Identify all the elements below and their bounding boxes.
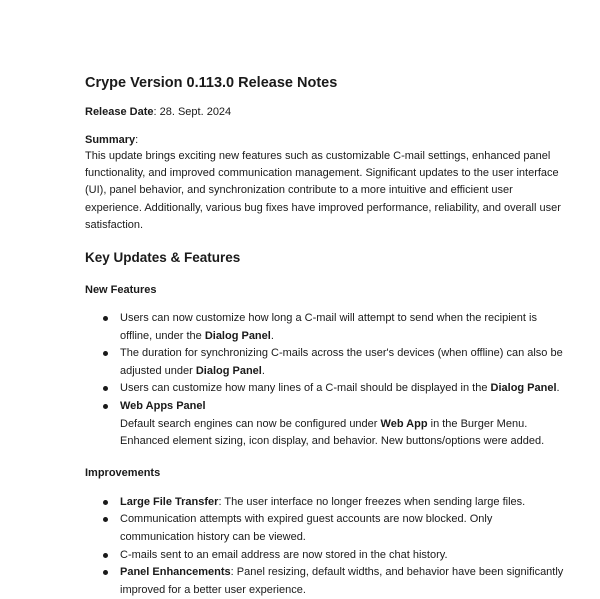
item-bold-text: Panel Enhancements — [120, 566, 231, 579]
improvements-list — [85, 494, 565, 599]
bullet-icon — [103, 500, 108, 505]
item-text: Communication attempts with expired guest accounts are now blocked. Only communication history can be viewed. — [120, 513, 493, 543]
item-text: Users can now customize how long a C-mail will attempt to send when the recipient is offline, under the — [120, 312, 537, 342]
bullet-icon — [103, 316, 108, 321]
item-text: Users can customize how many lines of a C-mail should be displayed in the — [120, 382, 491, 395]
item-bold-text: Dialog Panel — [204, 329, 271, 342]
item-text-end: : Panel resizing, default widths, and behavior have been significantly improved for a better user experience. — [120, 566, 564, 596]
release-notes-document — [85, 74, 565, 599]
list-item — [85, 345, 565, 380]
release-date-label: Release Date — [85, 106, 154, 118]
improvements-heading: Improvements — [85, 466, 161, 479]
new-features-heading: New Features — [85, 284, 157, 297]
item-text: C-mails sent to an email address are now stored in the chat history. — [120, 548, 448, 561]
item-text-end: . — [270, 329, 274, 342]
item-text-end: . — [261, 364, 265, 377]
item-bold-text: Dialog Panel — [490, 382, 557, 395]
key-updates-heading: Key Updates & Features — [85, 250, 241, 266]
item-text-end: in the Burger Menu. Enhanced element sizing, icon display, and behavior. New buttons/options were added. — [120, 417, 545, 448]
bullet-icon — [103, 553, 108, 558]
bullet-icon — [103, 517, 108, 522]
list-item — [85, 380, 565, 398]
new-features-list — [85, 310, 565, 451]
item-title: Web Apps Panel — [120, 399, 206, 412]
list-item — [85, 511, 565, 546]
summary-label: Summary — [85, 134, 136, 146]
document-title: Crype Version 0.113.0 Release Notes — [85, 75, 338, 91]
item-bold-text: Dialog Panel — [195, 364, 262, 377]
item-text-end: : The user interface no longer freezes when sending large files. — [218, 495, 526, 508]
list-item — [85, 564, 565, 599]
bullet-icon — [103, 404, 108, 409]
summary-colon: : — [135, 134, 139, 146]
bullet-icon — [103, 386, 108, 391]
bullet-icon — [103, 351, 108, 356]
list-item — [85, 494, 565, 512]
list-item — [85, 310, 565, 345]
summary-heading — [85, 133, 565, 148]
bullet-icon — [103, 570, 108, 575]
item-text-end: . — [556, 382, 560, 395]
item-bold-text: Web App — [380, 417, 428, 430]
summary-paragraph: This update brings exciting new features such as customizable C-mail settings, enhanced panel functionality, and improved communication management. Significant updates to the user interface (UI), panel behavior, and synchronization contribute to a more intuitive and efficient user experience. Additionally, various bug fixes have improved performance, reliability, and overall user satisfaction. — [85, 150, 561, 231]
item-bold-text: Large File Transfer — [120, 495, 219, 508]
list-item — [85, 398, 565, 451]
release-date-value: : 28. Sept. 2024 — [153, 106, 232, 118]
release-date-line — [85, 105, 565, 120]
item-text: Default search engines can now be configured under — [120, 417, 381, 430]
list-item — [85, 547, 565, 565]
item-text: The duration for synchronizing C-mails across the user's devices (when offline) can also be adjusted under — [120, 347, 563, 377]
